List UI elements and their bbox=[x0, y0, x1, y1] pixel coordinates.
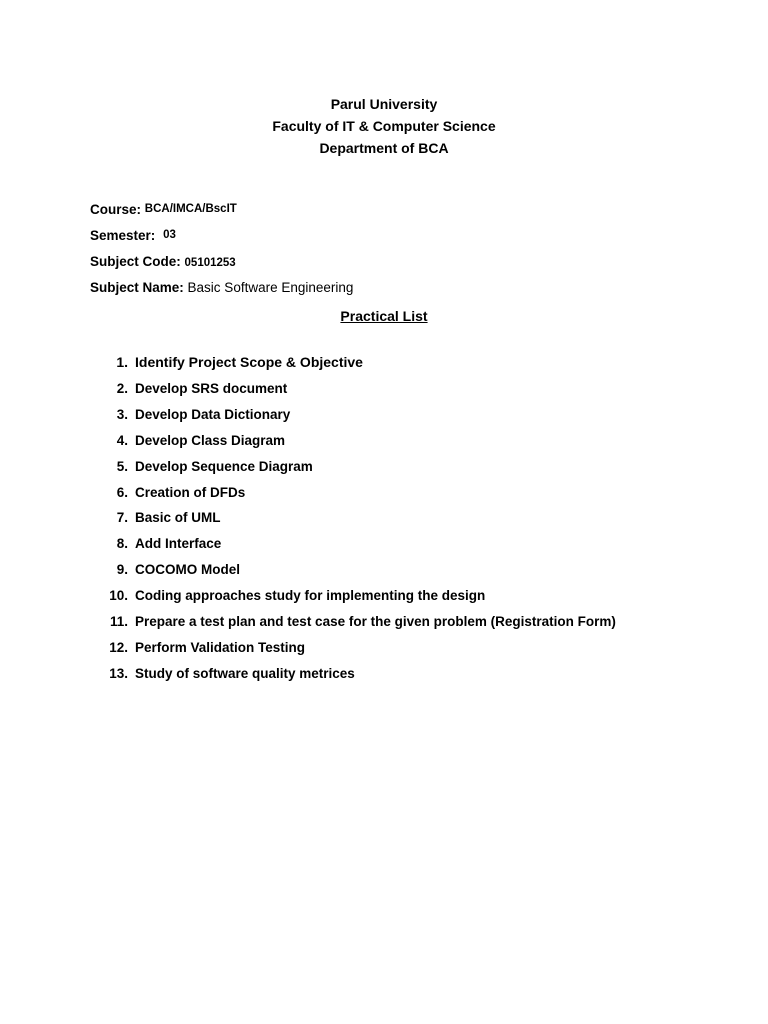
practical-list-heading: Practical List bbox=[340, 308, 428, 324]
list-item-text: Develop Sequence Diagram bbox=[135, 458, 313, 474]
list-item-number: 6. bbox=[116, 484, 128, 500]
list-item-number: 12. bbox=[109, 639, 128, 655]
list-item-number: 1. bbox=[116, 354, 128, 370]
list-item-text: Develop SRS document bbox=[135, 381, 288, 396]
course-value: BCA/IMCA/BscIT bbox=[144, 203, 237, 215]
list-item-text: Prepare a test plan and test case for the given problem (Registration Form) bbox=[135, 614, 616, 630]
list-item-text: Develop Data Dictionary bbox=[135, 406, 291, 422]
list-item-number: 5. bbox=[116, 458, 128, 474]
semester-label: Semester: bbox=[90, 228, 156, 243]
list-item-number: 9. bbox=[116, 562, 128, 578]
list-item-text: Basic of UML bbox=[135, 510, 221, 526]
list-item-number: 7. bbox=[116, 510, 128, 526]
list-item-text: Coding approaches study for implementing the design bbox=[135, 588, 486, 604]
subject-name-label: Subject Name: bbox=[90, 280, 184, 295]
subject-name-value: Basic Software Engineering bbox=[187, 280, 354, 295]
list-item-text: Identify Project Scope & Objective bbox=[135, 354, 363, 370]
faculty-name: Faculty of IT & Computer Science bbox=[272, 118, 496, 134]
list-item-number: 13. bbox=[109, 665, 128, 681]
course-label: Course: bbox=[90, 202, 142, 217]
semester-value: 03 bbox=[163, 229, 176, 241]
list-item-number: 4. bbox=[116, 432, 128, 448]
list-item-number: 2. bbox=[116, 381, 128, 396]
list-item-text: Creation of DFDs bbox=[135, 484, 246, 500]
document-header bbox=[0, 93, 768, 159]
list-item-number: 10. bbox=[109, 588, 128, 604]
list-item-text: Perform Validation Testing bbox=[135, 639, 306, 655]
list-item-number: 11. bbox=[109, 614, 128, 630]
list-item-text: Study of software quality metrices bbox=[135, 665, 355, 681]
list-item-text: Add Interface bbox=[135, 536, 222, 552]
list-item-number: 3. bbox=[116, 406, 128, 422]
subject-code-label: Subject Code: bbox=[90, 254, 181, 269]
course-row bbox=[90, 200, 353, 226]
subject-code-row bbox=[90, 252, 353, 278]
subject-code-value: 05101253 bbox=[184, 257, 236, 269]
subject-name-row bbox=[90, 278, 353, 304]
semester-row bbox=[90, 226, 353, 252]
list-item-text: Develop Class Diagram bbox=[135, 432, 286, 448]
list-item-number: 8. bbox=[116, 536, 128, 552]
practical-list-title bbox=[0, 306, 768, 326]
list-item-text: COCOMO Model bbox=[135, 562, 240, 578]
department-name: Department of BCA bbox=[319, 140, 449, 156]
course-details bbox=[90, 200, 353, 304]
university-name: Parul University bbox=[330, 96, 438, 112]
